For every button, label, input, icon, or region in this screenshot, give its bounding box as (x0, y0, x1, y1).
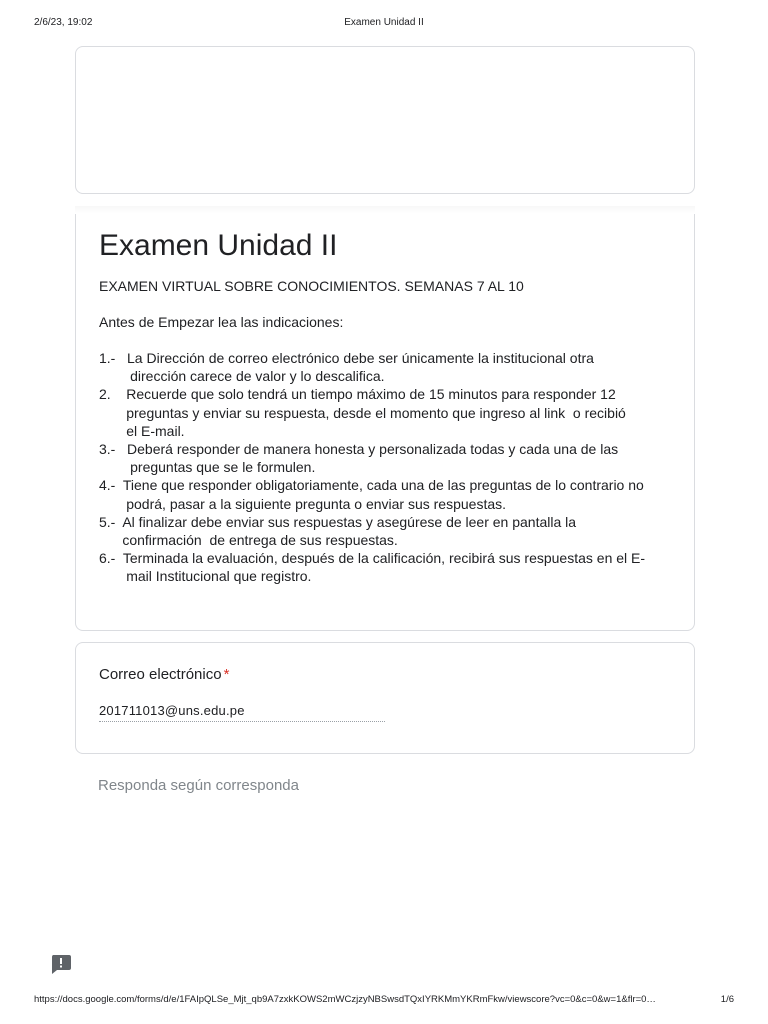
instruction-line: preguntas que se le formulen. (99, 459, 316, 476)
instruction-line: mail Institucional que registro. (99, 568, 312, 585)
required-asterisk: * (223, 666, 230, 683)
print-footer (0, 994, 768, 1008)
instruction-line: 4.- Tiene que responder obligatoriamente, cada una de las preguntas de lo contrario no (99, 477, 644, 494)
email-answer-field[interactable]: 201711013@uns.edu.pe (99, 703, 385, 722)
form-subtitle: EXAMEN VIRTUAL SOBRE CONOCIMIENTOS. SEMANAS 7 AL 10 (99, 278, 524, 294)
feedback-icon-graphic (50, 954, 72, 974)
instruction-line: 3.- Deberá responder de manera honesta y personalizada todas y cada una de las (99, 440, 619, 457)
instruction-line: dirección carece de valor y lo descalifica. (99, 368, 385, 385)
instructions-list (99, 349, 669, 585)
print-header (0, 17, 768, 31)
print-date: 2/6/23, 19:02 (34, 17, 93, 28)
header-banner (75, 46, 695, 194)
instruction-line: el E-mail. (99, 422, 185, 439)
page-number: 1/6 (720, 994, 734, 1005)
form-title: Examen Unidad II (99, 229, 338, 262)
form-header-card (75, 206, 695, 631)
answer-instruction-note: Responda según corresponda (98, 777, 299, 794)
instruction-line: 5.- Al finalizar debe enviar sus respuestas y asegúrese de leer en pantalla la (99, 513, 577, 530)
card-top-strip (75, 206, 695, 214)
instruction-line: 2. Recuerde que solo tendrá un tiempo máximo de 15 minutos para responder 12 (99, 386, 616, 403)
email-question-label (99, 666, 229, 684)
instruction-line: confirmación de entrega de sus respuestas. (99, 531, 398, 548)
email-question-text: Correo electrónico (99, 666, 222, 683)
report-feedback-icon[interactable] (50, 954, 72, 974)
instruction-line: podrá, pasar a la siguiente pregunta o enviar sus respuestas. (99, 495, 507, 512)
page-url: https://docs.google.com/forms/d/e/1FAIpQLSe_Mjt_qb9A7zxkKOWS2mWCzjzyNBSwsdTQxIYRKMmYKRmFkw/viewscore?vc=0&c=0&w=1&flr=0… (34, 994, 656, 1005)
print-title: Examen Unidad II (344, 17, 424, 28)
email-question-card (75, 642, 695, 754)
form-intro: Antes de Empezar lea las indicaciones: (99, 314, 344, 330)
instruction-line: 1.- La Dirección de correo electrónico debe ser únicamente la institucional otra (99, 350, 594, 366)
instruction-line: preguntas y enviar su respuesta, desde el momento que ingreso al link o recibió (99, 404, 626, 421)
instruction-line: 6.- Terminada la evaluación, después de la calificación, recibirá sus respuestas en el E- (99, 550, 646, 567)
